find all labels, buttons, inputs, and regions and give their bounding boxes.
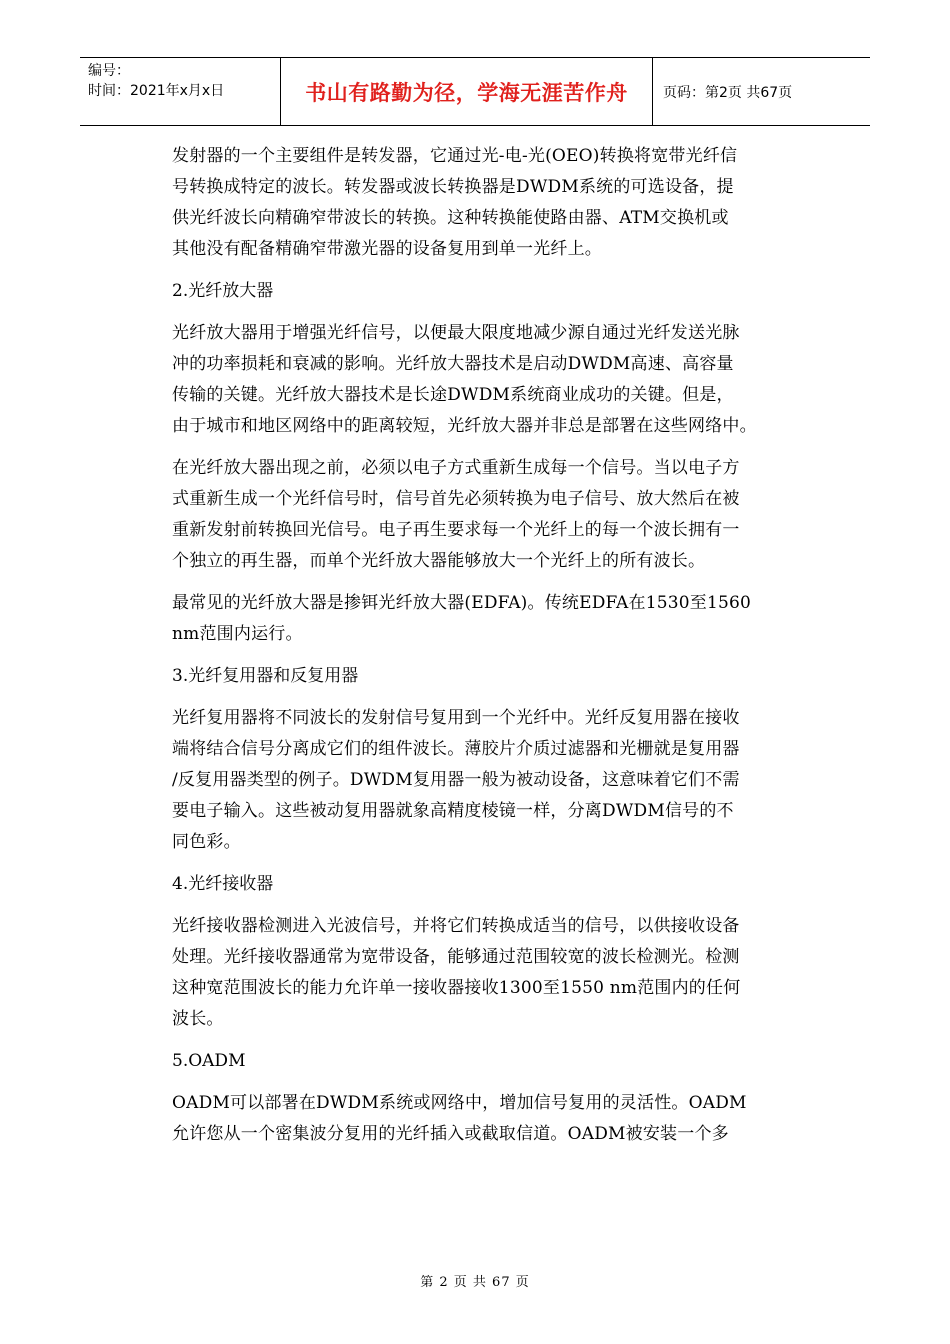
- document-time-label: 时间：2021年x月x日: [88, 83, 225, 99]
- paragraph-amplifier-intro: 光纤放大器用于增强光纤信号，以便最大限度地减少源自通过光纤发送光脉 冲的功率损耗和衰减的影响。光纤放大器技术是启动DWDM高速、高容量 传输的关键。光纤放大器技术是长途DWDM系统商业成功的关键。但是， 由于城市和地区网络中的距离较短，光纤放大器并非总是部署在这些网络中。: [172, 323, 757, 436]
- section-heading-oadm: 5.OADM: [172, 1051, 246, 1071]
- page-header: [80, 57, 870, 126]
- page-footer: 第 2 页 共 67 页: [420, 1275, 530, 1290]
- paragraph-receiver: 光纤接收器检测进入光波信号，并将它们转换成适当的信号，以供接收设备 处理。光纤接收器通常为宽带设备，能够通过范围较宽的波长检测光。检测 这种宽范围波长的能力允许单一接收器接收1300至1550 nm范围内的任何 波长。: [172, 916, 741, 1029]
- section-heading-receiver: 4.光纤接收器: [172, 874, 274, 894]
- paragraph-edfa: 最常见的光纤放大器是掺铒光纤放大器(EDFA)。传统EDFA在1530至1560 nm范围内运行。: [172, 593, 752, 644]
- document-number-label: 编号：: [88, 63, 130, 79]
- paragraph-transponder: 发射器的一个主要组件是转发器，它通过光-电-光(OEO)转换将宽带光纤信 号转换成特定的波长。转发器或波长转换器是DWDM系统的可选设备，提 供光纤波长向精确窄带波长的转换。这种转换能使路由器、ATM交换机或 其他没有配备精确窄带激光器的设备复用到单一光纤上。: [172, 146, 738, 259]
- paragraph-oadm: OADM可以部署在DWDM系统或网络中，增加信号复用的灵活性。OADM 允许您从一个密集波分复用的光纤插入或截取信道。OADM被安装一个多: [172, 1093, 747, 1144]
- document-body: [172, 141, 812, 1161]
- header-motto: 书山有路勤为径，学海无涯苦作舟: [281, 58, 653, 125]
- paragraph-amplifier-history: 在光纤放大器出现之前，必须以电子方式重新生成每一个信号。当以电子方 式重新生成一个光纤信号时，信号首先必须转换为电子信号、放大然后在被 重新发射前转换回光信号。电子再生要求每一个光纤上的每一个波长拥有一 个独立的再生器，而单个光纤放大器能够放大一个光纤上的所有波长。: [172, 458, 740, 571]
- section-heading-multiplexer: 3.光纤复用器和反复用器: [172, 666, 359, 686]
- header-meta: [80, 58, 281, 125]
- paragraph-multiplexer: 光纤复用器将不同波长的发射信号复用到一个光纤中。光纤反复用器在接收 端将结合信号分离成它们的组件波长。薄胶片介质过滤器和光栅就是复用器 /反复用器类型的例子。DWDM复用器一般为被动设备，这意味着它们不需 要电子输入。这些被动复用器就象高精度棱镜一样，分离DWDM信号的不 同色彩。: [172, 708, 740, 852]
- header-page-info: 页码：第2页 共67页: [663, 84, 793, 101]
- section-heading-amplifier: 2.光纤放大器: [172, 281, 274, 301]
